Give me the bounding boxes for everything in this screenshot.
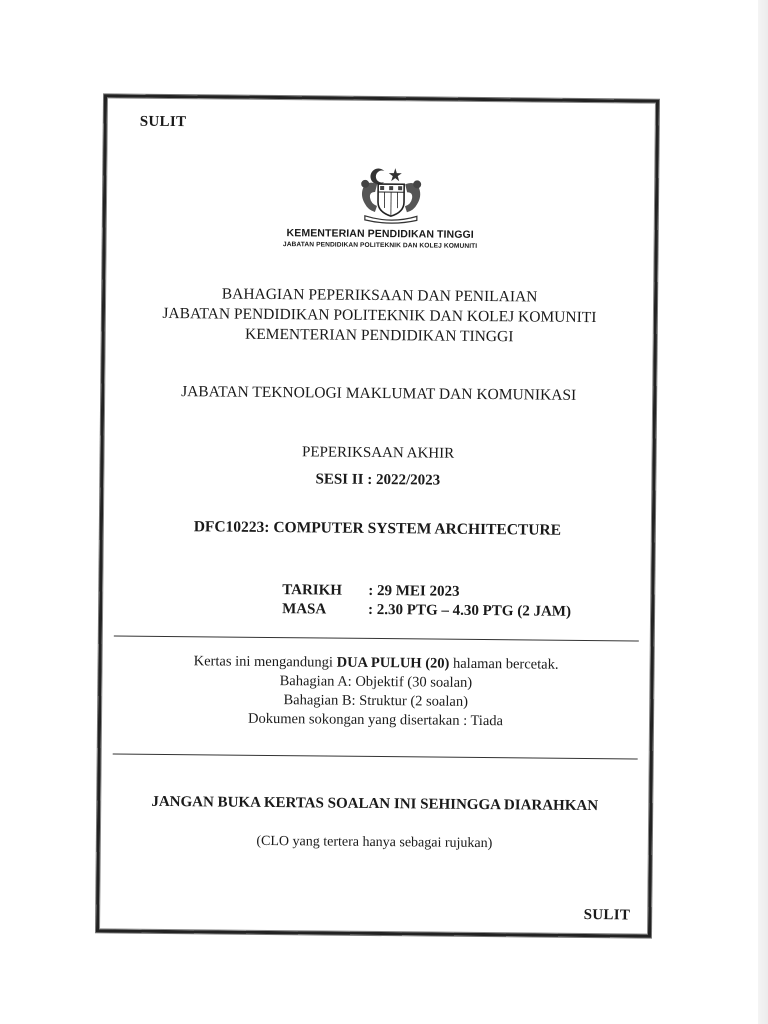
page-count: DUA PULUH (20): [336, 654, 450, 672]
page-count-prefix: Kertas ini mengandungi: [193, 653, 337, 671]
time-label: MASA: [282, 601, 327, 618]
paper-info: [101, 651, 651, 732]
course-title: DFC10223: COMPUTER SYSTEM ARCHITECTURE: [193, 518, 562, 539]
exam-board-heading: [105, 283, 655, 348]
scan-edge: [758, 0, 768, 1024]
malaysia-coat-of-arms-icon: [351, 162, 432, 225]
divider: [114, 635, 639, 641]
ministry-department: JABATAN PENDIDIKAN POLITEKNIK DAN KOLEJ KOMUNITI: [282, 241, 478, 250]
do-not-open-warning: JANGAN BUKA KERTAS SOALAN INI SEHINGGA DIARAHKAN: [151, 793, 599, 815]
department-name: JABATAN TEKNOLOGI MAKLUMAT DAN KOMUNIKASI: [181, 383, 577, 404]
sulit-label-bottom: SULIT: [583, 906, 631, 924]
divider: [113, 753, 638, 759]
time-row: [282, 600, 571, 622]
heading-line: BAHAGIAN PEPERIKSAAN DAN PENILAIAN: [221, 285, 538, 306]
supporting-documents: Dokumen sokongan yang disertakan : Tiada: [248, 710, 504, 730]
cover-page-frame: [96, 94, 659, 937]
exam-schedule: [282, 581, 571, 622]
exam-title: PEPERIKSAAN AKHIR: [301, 444, 455, 462]
clo-note: (CLO yang tertera hanya sebagai rujukan): [256, 833, 493, 852]
page-count-suffix: halaman bercetak.: [449, 655, 559, 673]
time-value: : 2.30 PTG – 4.30 PTG (2 JAM): [368, 601, 572, 620]
date-label: TARIKH: [282, 582, 343, 599]
sulit-label-top: SULIT: [139, 113, 187, 131]
section-b: Bahagian B: Struktur (2 soalan): [283, 692, 469, 710]
heading-line: KEMENTERIAN PENDIDIKAN TINGGI: [244, 325, 514, 346]
exam-session: SESI II : 2022/2023: [315, 471, 441, 489]
heading-line: JABATAN PENDIDIKAN POLITEKNIK DAN KOLEJ KOMUNITI: [162, 304, 597, 327]
ministry-name: KEMENTERIAN PENDIDIKAN TINGGI: [286, 227, 474, 241]
section-a: Bahagian A: Objektif (30 soalan): [279, 673, 473, 691]
date-value: : 29 MEI 2023: [368, 582, 460, 600]
